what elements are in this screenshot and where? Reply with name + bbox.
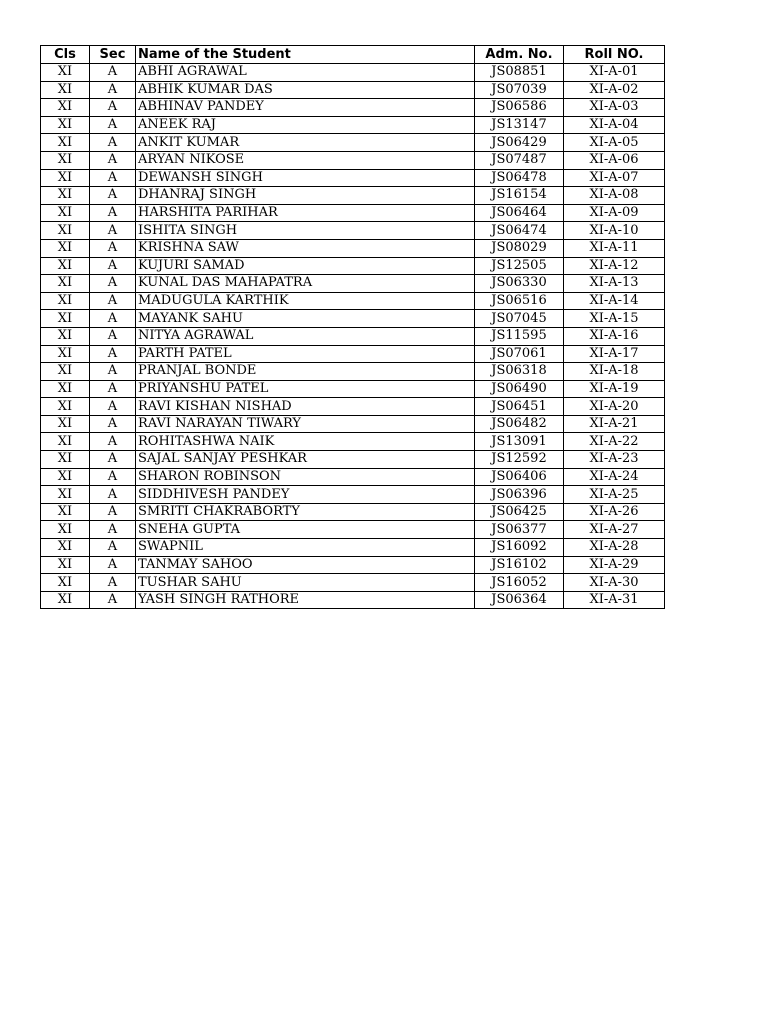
cell-sec: A xyxy=(90,433,136,451)
cell-sec: A xyxy=(90,363,136,381)
cell-adm-no: JS16052 xyxy=(475,574,564,592)
cell-roll-no: XI-A-16 xyxy=(564,327,665,345)
cell-roll-no: XI-A-12 xyxy=(564,257,665,275)
cell-adm-no: JS07061 xyxy=(475,345,564,363)
cell-adm-no: JS06330 xyxy=(475,275,564,293)
table-row xyxy=(41,204,665,222)
cell-cls: XI xyxy=(41,468,90,486)
table-row xyxy=(41,99,665,117)
cell-roll-no: XI-A-25 xyxy=(564,486,665,504)
cell-cls: XI xyxy=(41,151,90,169)
cell-cls: XI xyxy=(41,99,90,117)
cell-cls: XI xyxy=(41,239,90,257)
cell-sec: A xyxy=(90,204,136,222)
cell-student-name: PARTH PATEL xyxy=(136,345,475,363)
cell-roll-no: XI-A-03 xyxy=(564,99,665,117)
cell-sec: A xyxy=(90,539,136,557)
cell-cls: XI xyxy=(41,222,90,240)
cell-adm-no: JS06425 xyxy=(475,503,564,521)
table-row xyxy=(41,134,665,152)
cell-roll-no: XI-A-26 xyxy=(564,503,665,521)
cell-cls: XI xyxy=(41,169,90,187)
cell-student-name: KRISHNA SAW xyxy=(136,239,475,257)
cell-cls: XI xyxy=(41,503,90,521)
cell-roll-no: XI-A-18 xyxy=(564,363,665,381)
cell-adm-no: JS06451 xyxy=(475,398,564,416)
cell-student-name: YASH SINGH RATHORE xyxy=(136,591,475,609)
cell-sec: A xyxy=(90,591,136,609)
cell-roll-no: XI-A-07 xyxy=(564,169,665,187)
cell-roll-no: XI-A-15 xyxy=(564,310,665,328)
cell-student-name: PRANJAL BONDE xyxy=(136,363,475,381)
cell-cls: XI xyxy=(41,257,90,275)
table-row xyxy=(41,169,665,187)
cell-roll-no: XI-A-22 xyxy=(564,433,665,451)
cell-cls: XI xyxy=(41,451,90,469)
cell-sec: A xyxy=(90,521,136,539)
cell-cls: XI xyxy=(41,204,90,222)
table-row xyxy=(41,574,665,592)
cell-adm-no: JS11595 xyxy=(475,327,564,345)
cell-sec: A xyxy=(90,275,136,293)
cell-student-name: ABHI AGRAWAL xyxy=(136,64,475,82)
cell-sec: A xyxy=(90,503,136,521)
table-row xyxy=(41,415,665,433)
cell-roll-no: XI-A-30 xyxy=(564,574,665,592)
cell-adm-no: JS13147 xyxy=(475,116,564,134)
cell-cls: XI xyxy=(41,310,90,328)
cell-adm-no: JS12592 xyxy=(475,451,564,469)
cell-cls: XI xyxy=(41,275,90,293)
cell-adm-no: JS06406 xyxy=(475,468,564,486)
cell-sec: A xyxy=(90,345,136,363)
cell-roll-no: XI-A-02 xyxy=(564,81,665,99)
table-row xyxy=(41,239,665,257)
cell-cls: XI xyxy=(41,81,90,99)
cell-sec: A xyxy=(90,169,136,187)
cell-roll-no: XI-A-17 xyxy=(564,345,665,363)
cell-roll-no: XI-A-09 xyxy=(564,204,665,222)
table-row xyxy=(41,468,665,486)
cell-roll-no: XI-A-29 xyxy=(564,556,665,574)
table-row xyxy=(41,257,665,275)
cell-student-name: RAVI NARAYAN TIWARY xyxy=(136,415,475,433)
cell-sec: A xyxy=(90,99,136,117)
cell-student-name: ABHIK KUMAR DAS xyxy=(136,81,475,99)
cell-roll-no: XI-A-28 xyxy=(564,539,665,557)
cell-cls: XI xyxy=(41,292,90,310)
cell-cls: XI xyxy=(41,556,90,574)
table-row xyxy=(41,539,665,557)
table-row xyxy=(41,292,665,310)
cell-sec: A xyxy=(90,327,136,345)
cell-cls: XI xyxy=(41,591,90,609)
cell-student-name: SMRITI CHAKRABORTY xyxy=(136,503,475,521)
table-row xyxy=(41,433,665,451)
cell-roll-no: XI-A-10 xyxy=(564,222,665,240)
table-row xyxy=(41,187,665,205)
cell-cls: XI xyxy=(41,345,90,363)
cell-sec: A xyxy=(90,64,136,82)
cell-cls: XI xyxy=(41,486,90,504)
header-roll-no: Roll NO. xyxy=(564,46,665,64)
cell-adm-no: JS08851 xyxy=(475,64,564,82)
cell-student-name: SIDDHIVESH PANDEY xyxy=(136,486,475,504)
cell-roll-no: XI-A-13 xyxy=(564,275,665,293)
cell-cls: XI xyxy=(41,433,90,451)
cell-student-name: KUNAL DAS MAHAPATRA xyxy=(136,275,475,293)
table-row xyxy=(41,81,665,99)
cell-roll-no: XI-A-23 xyxy=(564,451,665,469)
cell-sec: A xyxy=(90,187,136,205)
table-row xyxy=(41,363,665,381)
cell-adm-no: JS07045 xyxy=(475,310,564,328)
table-row xyxy=(41,345,665,363)
cell-sec: A xyxy=(90,310,136,328)
cell-cls: XI xyxy=(41,380,90,398)
table-header-row xyxy=(41,46,665,64)
cell-roll-no: XI-A-31 xyxy=(564,591,665,609)
cell-sec: A xyxy=(90,116,136,134)
cell-roll-no: XI-A-27 xyxy=(564,521,665,539)
cell-student-name: SHARON ROBINSON xyxy=(136,468,475,486)
cell-adm-no: JS06364 xyxy=(475,591,564,609)
cell-student-name: ISHITA SINGH xyxy=(136,222,475,240)
cell-sec: A xyxy=(90,239,136,257)
cell-student-name: SNEHA GUPTA xyxy=(136,521,475,539)
table-row xyxy=(41,64,665,82)
cell-sec: A xyxy=(90,556,136,574)
cell-roll-no: XI-A-08 xyxy=(564,187,665,205)
cell-cls: XI xyxy=(41,574,90,592)
cell-adm-no: JS06482 xyxy=(475,415,564,433)
cell-student-name: ABHINAV PANDEY xyxy=(136,99,475,117)
cell-cls: XI xyxy=(41,521,90,539)
cell-student-name: NITYA AGRAWAL xyxy=(136,327,475,345)
cell-student-name: KUJURI SAMAD xyxy=(136,257,475,275)
table-row xyxy=(41,310,665,328)
table-row xyxy=(41,275,665,293)
cell-student-name: TUSHAR SAHU xyxy=(136,574,475,592)
cell-sec: A xyxy=(90,292,136,310)
cell-adm-no: JS12505 xyxy=(475,257,564,275)
cell-student-name: ARYAN NIKOSE xyxy=(136,151,475,169)
cell-cls: XI xyxy=(41,327,90,345)
cell-student-name: SWAPNIL xyxy=(136,539,475,557)
cell-sec: A xyxy=(90,81,136,99)
cell-roll-no: XI-A-01 xyxy=(564,64,665,82)
cell-cls: XI xyxy=(41,116,90,134)
cell-adm-no: JS06516 xyxy=(475,292,564,310)
cell-sec: A xyxy=(90,468,136,486)
cell-adm-no: JS16154 xyxy=(475,187,564,205)
table-row xyxy=(41,503,665,521)
header-name: Name of the Student xyxy=(136,46,475,64)
cell-sec: A xyxy=(90,134,136,152)
cell-sec: A xyxy=(90,486,136,504)
cell-roll-no: XI-A-21 xyxy=(564,415,665,433)
cell-roll-no: XI-A-14 xyxy=(564,292,665,310)
cell-cls: XI xyxy=(41,363,90,381)
cell-cls: XI xyxy=(41,415,90,433)
cell-sec: A xyxy=(90,380,136,398)
table-row xyxy=(41,116,665,134)
header-sec: Sec xyxy=(90,46,136,64)
cell-adm-no: JS06318 xyxy=(475,363,564,381)
cell-student-name: SAJAL SANJAY PESHKAR xyxy=(136,451,475,469)
cell-sec: A xyxy=(90,415,136,433)
cell-adm-no: JS16102 xyxy=(475,556,564,574)
cell-cls: XI xyxy=(41,64,90,82)
cell-adm-no: JS06377 xyxy=(475,521,564,539)
cell-sec: A xyxy=(90,222,136,240)
header-cls: Cls xyxy=(41,46,90,64)
student-roll-table xyxy=(40,45,665,609)
cell-adm-no: JS06490 xyxy=(475,380,564,398)
cell-student-name: ANEEK RAJ xyxy=(136,116,475,134)
table-body xyxy=(41,64,665,609)
cell-cls: XI xyxy=(41,134,90,152)
cell-adm-no: JS06478 xyxy=(475,169,564,187)
cell-adm-no: JS06396 xyxy=(475,486,564,504)
cell-roll-no: XI-A-05 xyxy=(564,134,665,152)
cell-student-name: PRIYANSHU PATEL xyxy=(136,380,475,398)
table-row xyxy=(41,380,665,398)
cell-cls: XI xyxy=(41,398,90,416)
cell-sec: A xyxy=(90,398,136,416)
header-adm-no: Adm. No. xyxy=(475,46,564,64)
cell-student-name: MAYANK SAHU xyxy=(136,310,475,328)
cell-student-name: ANKIT KUMAR xyxy=(136,134,475,152)
cell-student-name: RAVI KISHAN NISHAD xyxy=(136,398,475,416)
table-row xyxy=(41,451,665,469)
table-row xyxy=(41,556,665,574)
cell-student-name: DHANRAJ SINGH xyxy=(136,187,475,205)
cell-adm-no: JS07039 xyxy=(475,81,564,99)
cell-student-name: HARSHITA PARIHAR xyxy=(136,204,475,222)
table-row xyxy=(41,151,665,169)
cell-adm-no: JS13091 xyxy=(475,433,564,451)
cell-adm-no: JS06586 xyxy=(475,99,564,117)
cell-roll-no: XI-A-04 xyxy=(564,116,665,134)
cell-adm-no: JS06464 xyxy=(475,204,564,222)
cell-adm-no: JS16092 xyxy=(475,539,564,557)
cell-sec: A xyxy=(90,257,136,275)
cell-adm-no: JS06429 xyxy=(475,134,564,152)
cell-roll-no: XI-A-20 xyxy=(564,398,665,416)
cell-roll-no: XI-A-24 xyxy=(564,468,665,486)
table-row xyxy=(41,327,665,345)
cell-adm-no: JS06474 xyxy=(475,222,564,240)
cell-adm-no: JS07487 xyxy=(475,151,564,169)
cell-roll-no: XI-A-19 xyxy=(564,380,665,398)
cell-adm-no: JS08029 xyxy=(475,239,564,257)
table-row xyxy=(41,222,665,240)
cell-student-name: DEWANSH SINGH xyxy=(136,169,475,187)
cell-cls: XI xyxy=(41,187,90,205)
cell-sec: A xyxy=(90,151,136,169)
cell-cls: XI xyxy=(41,539,90,557)
table-row xyxy=(41,398,665,416)
cell-student-name: ROHITASHWA NAIK xyxy=(136,433,475,451)
cell-sec: A xyxy=(90,451,136,469)
cell-roll-no: XI-A-06 xyxy=(564,151,665,169)
table-row xyxy=(41,521,665,539)
cell-student-name: MADUGULA KARTHIK xyxy=(136,292,475,310)
table-row xyxy=(41,591,665,609)
cell-roll-no: XI-A-11 xyxy=(564,239,665,257)
cell-sec: A xyxy=(90,574,136,592)
cell-student-name: TANMAY SAHOO xyxy=(136,556,475,574)
table-row xyxy=(41,486,665,504)
